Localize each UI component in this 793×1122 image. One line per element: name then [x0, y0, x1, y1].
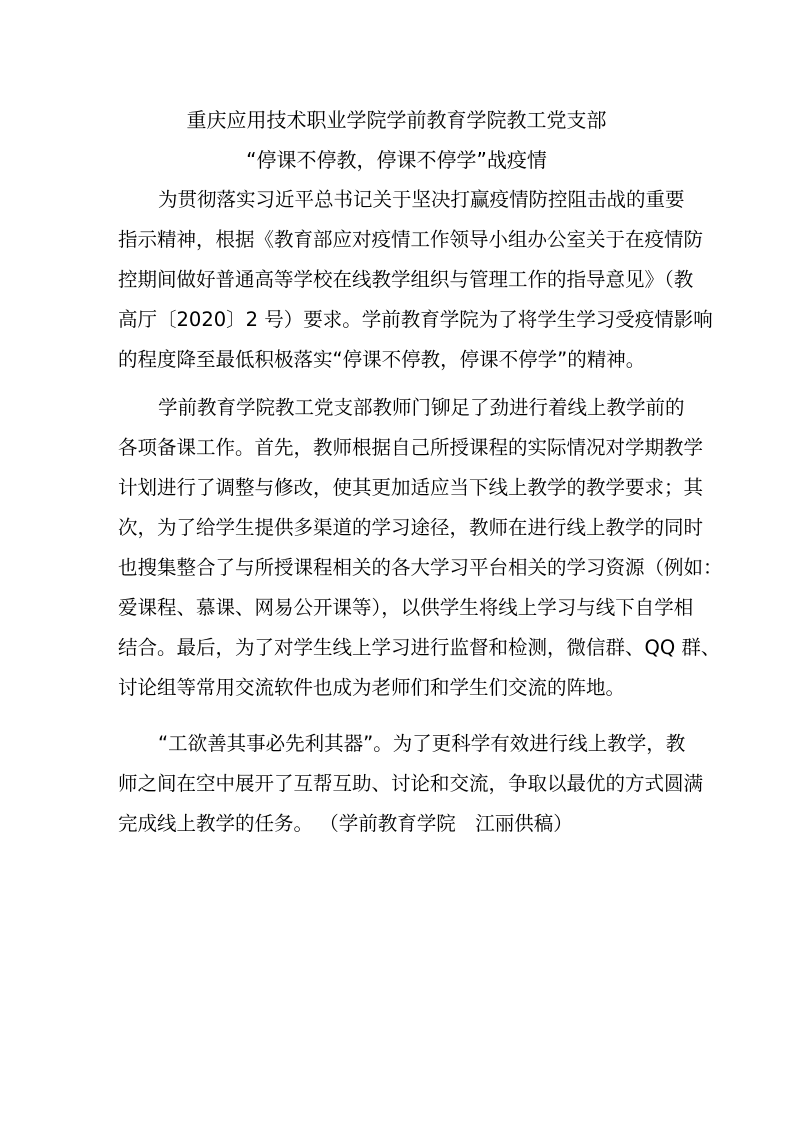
paragraph-2-line: 爱课程、慕课、网易公开课等），以供学生将线上学习与线下自学相: [118, 596, 694, 619]
paragraph-1-line: 的程度降至最低积极落实“停课不停教，停课不停学”的精神。: [118, 348, 646, 371]
paragraph-1-line: 控期间做好普通高等学校在线教学组织与管理工作的指导意见》（教: [118, 268, 694, 291]
paragraph-2-line: 计划进行了调整与修改，使其更加适应当下线上教学的教学要求；其: [118, 476, 704, 499]
document-title-line-1: 重庆应用技术职业学院学前教育学院教工党支部: [186, 108, 607, 132]
paragraph-1-line: 为贯彻落实习近平总书记关于坚决打赢疫情防控阻击战的重要: [158, 188, 685, 211]
paragraph-2-line: 各项备课工作。首先，教师根据自己所授课程的实际情况对学期教学: [118, 436, 704, 459]
paragraph-2-line: 次，为了给学生提供多渠道的学习途径，教师在进行线上教学的同时: [118, 516, 704, 539]
paragraph-1-line: 指示精神，根据《教育部应对疫情工作领导小组办公室关于在疫情防: [118, 228, 704, 251]
paragraph-1-line: 高厅〔2020〕2 号）要求。学前教育学院为了将学生学习受疫情影响: [118, 308, 713, 331]
paragraph-2-line: 也搜集整合了与所授课程相关的各大学习平台相关的学习资源（例如：: [118, 556, 723, 579]
paragraph-3-line: 完成线上教学的任务。 （学前教育学院 江丽供稿）: [118, 812, 573, 835]
paragraph-2-line: 结合。最后，为了对学生线上学习进行监督和检测，微信群、QQ 群、: [118, 636, 721, 659]
paragraph-2-line: 学前教育学院教工党支部教师门铆足了劲进行着线上教学前的: [158, 396, 685, 419]
paragraph-2-line: 讨论组等常用交流软件也成为老师们和学生们交流的阵地。: [118, 676, 626, 699]
paragraph-3-line: 师之间在空中展开了互帮互助、讨论和交流，争取以最优的方式圆满: [118, 772, 704, 795]
document-title-line-2: “停课不停教，停课不停学”战疫情: [246, 148, 547, 172]
paragraph-3-line: “工欲善其事必先利其器”。为了更科学有效进行线上教学，教: [158, 732, 686, 755]
